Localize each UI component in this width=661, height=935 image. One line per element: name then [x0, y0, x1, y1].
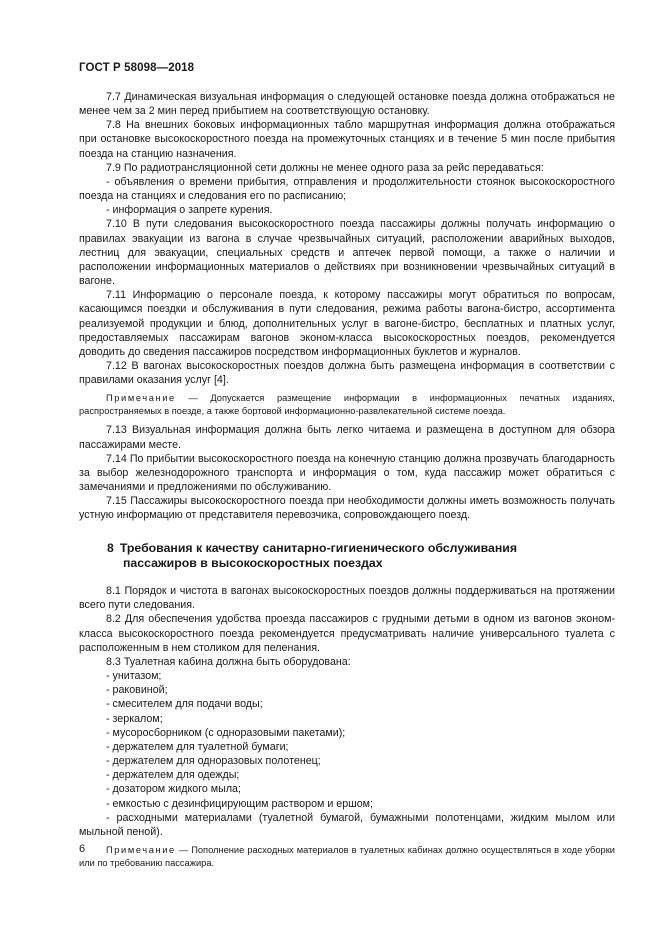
paragraph-7-14: 7.14 По прибытии высокоскоростного поезда на конечную станцию должна прозвучать благодарность за выбор железнодорожного транспорта и информация о том, куда пассажир может обратиться с замечаниями и предложениями по обслуживанию.	[79, 452, 615, 494]
document-body	[79, 90, 615, 875]
note-2	[79, 844, 615, 869]
paragraph-7-8: 7.8 На внешних боковых информационных табло маршрутная информация должна отображаться при остановке высокоскоростного поезда на промежуточных станциях и в течение 5 мин после прибытия поезда на станцию назначения.	[79, 119, 615, 160]
section-title-line-1: Требования к качеству санитарно-гигиенического обслуживания	[119, 540, 517, 555]
paragraph-7-9: 7.9 По радиотрансляционной сети должны не менее одного раза за рейс передаваться:	[106, 161, 544, 174]
list-item: - емкостью с дезинфицирующим раствором и ершом;	[106, 797, 373, 810]
section-7-paragraphs-a	[79, 90, 615, 387]
section-8-paragraphs	[79, 584, 615, 839]
list-item: - мусоросборником (с одноразовыми пакетами);	[106, 726, 346, 739]
list-item: - расходными материалами (туалетной бумагой, бумажными полотенцами, жидким мылом или мыльной пеной).	[79, 811, 615, 838]
list-item: - зеркалом;	[106, 712, 163, 725]
paragraph-8-3: 8.3 Туалетная кабина должна быть оборудована:	[106, 655, 351, 668]
section-8-heading	[79, 541, 615, 573]
page-number: 6	[79, 843, 86, 855]
paragraph-7-7: 7.7 Динамическая визуальная информация о следующей остановке поезда должна отображаться не менее чем за 2 мин перед прибытием на соответствующую остановку.	[79, 91, 615, 118]
note-label: Примечание	[106, 844, 176, 855]
list-item: - раковиной;	[106, 684, 168, 697]
paragraph-7-10: 7.10 В пути следования высокоскоростного поезда пассажиры должны получать информацию о правилах эвакуации из вагона в случае чрезвычайных ситуаций, расположении аварийных выходов, лестниц для эвакуации, специальных средств и аптечек первой помощи, а также о наличии и расположении информационных материалов о действиях при возникновении чрезвычайных ситуаций в вагоне.	[79, 218, 615, 288]
list-item: - держателем для одноразовых полотенец;	[106, 755, 321, 768]
note-1	[79, 392, 615, 417]
list-item: - дозатором жидкого мыла;	[106, 783, 241, 796]
list-item: - информация о запрете курения.	[106, 204, 273, 217]
note-text: — Пополнение расходных материалов в туалетных кабинах должно осуществляться в ходе уборки или по требованию пассажира.	[79, 844, 615, 868]
section-title-line-2: пассажиров в высокоскоростных поездах	[123, 556, 383, 571]
paragraph-7-11: 7.11 Информацию о персонале поезда, к которому пассажиры могут обратиться по вопросам, касающимся поездки и обслуживания в пути следования, режима работы вагона-бистро, ассортимента реализуемой продукции и блюд, дополнительных услуг в вагоне-бистро, бесплатных и платных услуг, предоставляемых пассажирам вагонов эконом-класса высокоскоростных поездов, рекомендуется доводить до сведения пассажиров посредством информационных буклетов и журналов.	[79, 289, 615, 358]
paragraph-7-13: 7.13 Визуальная информация должна быть легко читаема и размещена в доступном для обзора пассажирами месте.	[79, 424, 615, 451]
list-item: - смесителем для подачи воды;	[106, 698, 263, 711]
list-item: - держателем для туалетной бумаги;	[106, 740, 289, 753]
list-item: - держателем для одежды;	[106, 769, 240, 782]
list-item: - объявления о времени прибытия, отправления и продолжительности стоянок высокоскоростного поезда на станциях и следования его по расписанию;	[79, 175, 615, 203]
paragraph-7-12: 7.12 В вагонах высокоскоростных поездов должна быть размещена информация в соответствии с правилами оказания услуг [4].	[79, 359, 615, 387]
document-header: ГОСТ Р 58098—2018	[79, 62, 195, 74]
note-label: Примечание	[106, 393, 176, 404]
section-number: 8	[107, 540, 114, 555]
list-item: - унитазом;	[106, 670, 162, 683]
paragraph-8-2: 8.2 Для обеспечения удобства проезда пассажиров с грудными детьми в одном из вагонов эконом-класса высокоскоростного поезда рекомендуется предусматривать наличие универсального туалета с расположенным в нем столиком для пеленания.	[79, 613, 615, 654]
section-7-paragraphs-b	[79, 423, 615, 522]
paragraph-8-1: 8.1 Порядок и чистота в вагонах высокоскоростных поездов должны поддерживаться на протяжении всего пути следования.	[79, 585, 615, 612]
note-text: — Допускается размещение информации в информационных печатных изданиях, распространяемых в поезде, а также бортовой информационно-развлекательной системе поезда.	[79, 393, 615, 416]
paragraph-7-15: 7.15 Пассажиры высокоскоростного поезда при необходимости должны иметь возможность получать устную информацию от представителя перевозчика, сопровождающего поезд.	[79, 495, 615, 522]
